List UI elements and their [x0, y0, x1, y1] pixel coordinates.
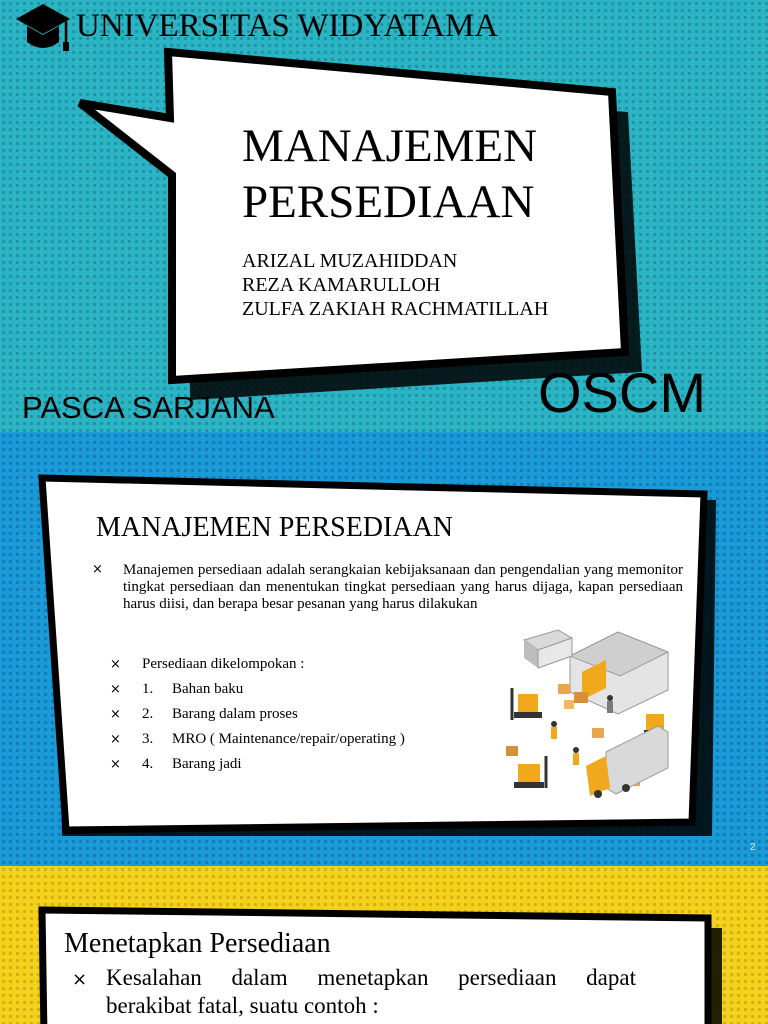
main-title	[242, 118, 537, 230]
definition-text: Manajemen persediaan adalah serangkaian kebijaksanaan dan pengendalian yang memonitor tingkat persediaan dan menentukan tingkat persediaan yang harus dijaga, kapan persediaan harus diisi, dan berapa besar pesanan yang harus dilakukan	[123, 562, 683, 612]
bullet-icon: ×	[110, 657, 121, 672]
bullet-icon: ×	[110, 732, 121, 747]
author-name: ZULFA ZAKIAH RACHMATILLAH	[242, 298, 549, 320]
author-name: ARIZAL MUZAHIDDAN	[242, 250, 458, 272]
item-number: 2.	[142, 706, 154, 722]
body-text	[106, 964, 636, 1020]
title-line-1: MANAJEMEN	[242, 120, 538, 172]
course-label: OSCM	[538, 361, 706, 424]
slide-determining-inventory	[0, 866, 768, 1024]
warehouse-logistics-illustration	[498, 628, 670, 798]
page-number: 2	[750, 842, 756, 853]
item-text: MRO ( Maintenance/repair/operating )	[172, 731, 405, 747]
bullet-icon: ×	[72, 969, 88, 990]
section-heading: Menetapkan Persediaan	[64, 928, 331, 959]
bullet-icon: ×	[92, 562, 103, 577]
item-number: 1.	[142, 681, 154, 697]
bullet-icon: ×	[110, 757, 121, 772]
title-line-2: PERSEDIAAN	[242, 176, 535, 228]
slide-title	[0, 0, 768, 432]
item-number: 3.	[142, 731, 154, 747]
item-text: Bahan baku	[172, 681, 244, 697]
slide-definition	[0, 432, 768, 866]
program-label: PASCA SARJANA	[22, 390, 275, 425]
list-intro: Persediaan dikelompokan :	[142, 656, 305, 672]
author-list	[242, 249, 548, 321]
body-line-1: Kesalahan dalam menetapkan persediaan dapat	[106, 965, 636, 990]
bullet-icon: ×	[110, 707, 121, 722]
item-number: 4.	[142, 756, 154, 772]
university-name: UNIVERSITAS WIDYATAMA	[76, 8, 499, 44]
author-name: REZA KAMARULLOH	[242, 274, 441, 296]
bullet-icon: ×	[110, 682, 121, 697]
section-heading: MANAJEMEN PERSEDIAAN	[96, 512, 454, 543]
body-line-2: berakibat fatal, suatu contoh :	[106, 993, 379, 1018]
item-text: Barang dalam proses	[172, 706, 298, 722]
item-text: Barang jadi	[172, 756, 242, 772]
